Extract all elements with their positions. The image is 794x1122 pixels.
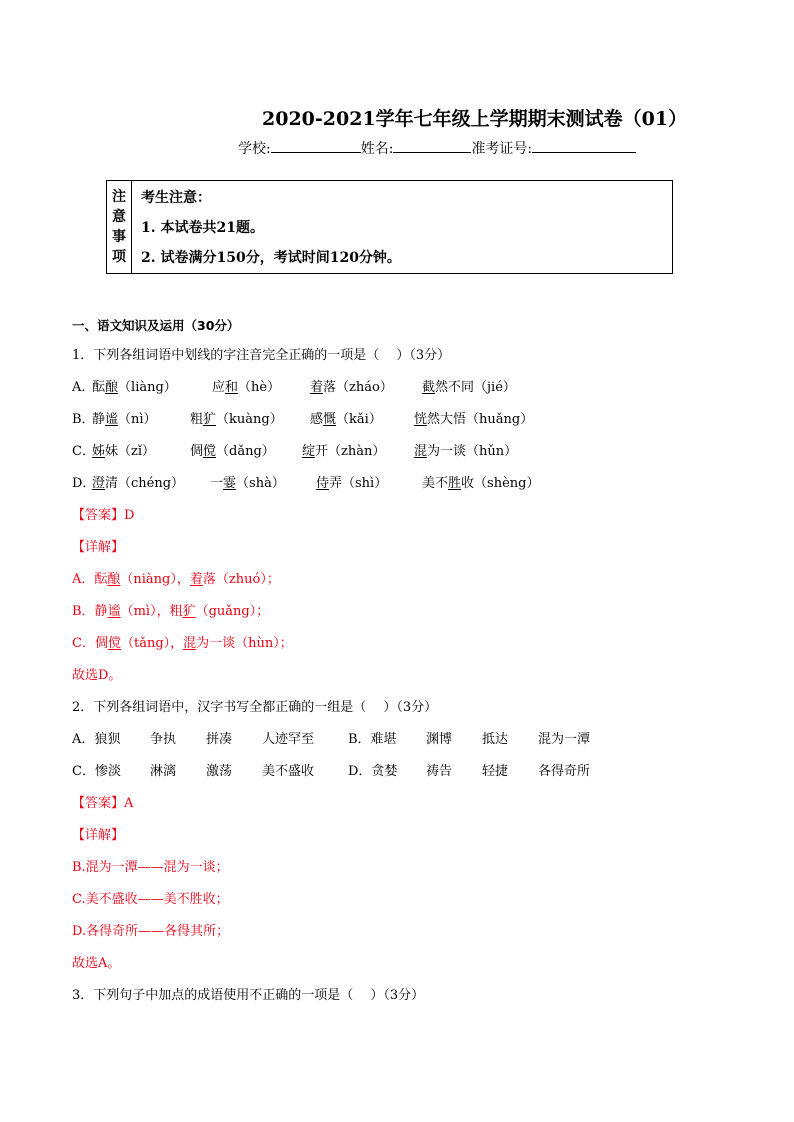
q1-option-c: C． 姊妹（zǐ） 倜傥（dǎng） 绽开（zhàn） 混为一谈（hǔn） [72,444,518,459]
q1-explanation-c: C．倜傥（tǎng），混为一谈（hùn）； [72,636,293,651]
q2-explanation-c: C.美不盛收——美不胜收； [72,892,229,907]
question-3-stem: 3．下列句子中加点的成语使用不正确的一项是（ ）（3分） [72,988,425,1003]
exam-no-blank[interactable] [532,140,636,153]
question-2-stem: 2．下列各组词语中，汉字书写全都正确的一组是（ ）（3分） [72,700,438,715]
q1-option-d: D． 澄清（chéng） 一霎（shà） 侍弄（shì） 美不胜收（shèng） [72,476,540,491]
q1-detail-heading: 【详解】 [72,540,125,555]
school-label: 学校: [238,141,271,157]
q1-answer: 【答案】D [72,508,135,523]
question-1-stem: 1．下列各组词语中划线的字注音完全正确的一项是（ ）（3分） [72,348,451,363]
notice-item: 1. 本试卷共21题。 [141,220,264,236]
name-label: 姓名: [360,141,394,157]
q2-options-row-1: A．狼狈 争执 拼凑 人迹罕至 B．难堪 渊博 抵达 混为一潭 [72,732,591,747]
exam-title: 2020-2021学年七年级上学期期末测试卷（01） [262,108,688,130]
q1-conclusion: 故选D。 [72,668,122,683]
q1-explanation-b: B．静谧（mì），粗犷（guǎng）； [72,604,270,619]
student-info-line [238,138,678,158]
notice-item: 2. 试卷满分150分，考试时间120分钟。 [141,250,401,266]
name-blank[interactable] [393,140,471,153]
school-blank[interactable] [271,140,361,153]
q1-option-a: A． 酝酿（liàng） 应和（hè） 着落（zháo） 截然不同（jié） [72,380,516,395]
exam-no-label: 准考证号: [471,141,533,157]
q2-detail-heading: 【详解】 [72,828,125,843]
q2-conclusion: 故选A。 [72,956,121,971]
notice-side-label: 注 意 事 项 [107,181,132,273]
q1-option-b: B． 静谧（nì） 粗犷（kuàng） 感慨（kǎi） 恍然大悟（huǎng） [72,412,534,427]
q2-explanation-b: B.混为一潭——混为一谈； [72,860,229,875]
q2-answer: 【答案】A [72,796,134,811]
section-heading: 一、语文知识及运用（30分） [72,318,240,333]
q2-options-row-2: C．惨淡 淋漓 激荡 美不盛收 D．贪婪 祷告 轻捷 各得奇所 [72,764,591,779]
q2-explanation-d: D.各得奇所——各得其所； [72,924,230,939]
notice-heading: 考生注意： [141,190,211,206]
q1-explanation-a: A．酝酿（niàng），着落（zhuó）； [72,572,280,587]
notice-body [132,181,401,273]
notice-box [106,180,673,274]
